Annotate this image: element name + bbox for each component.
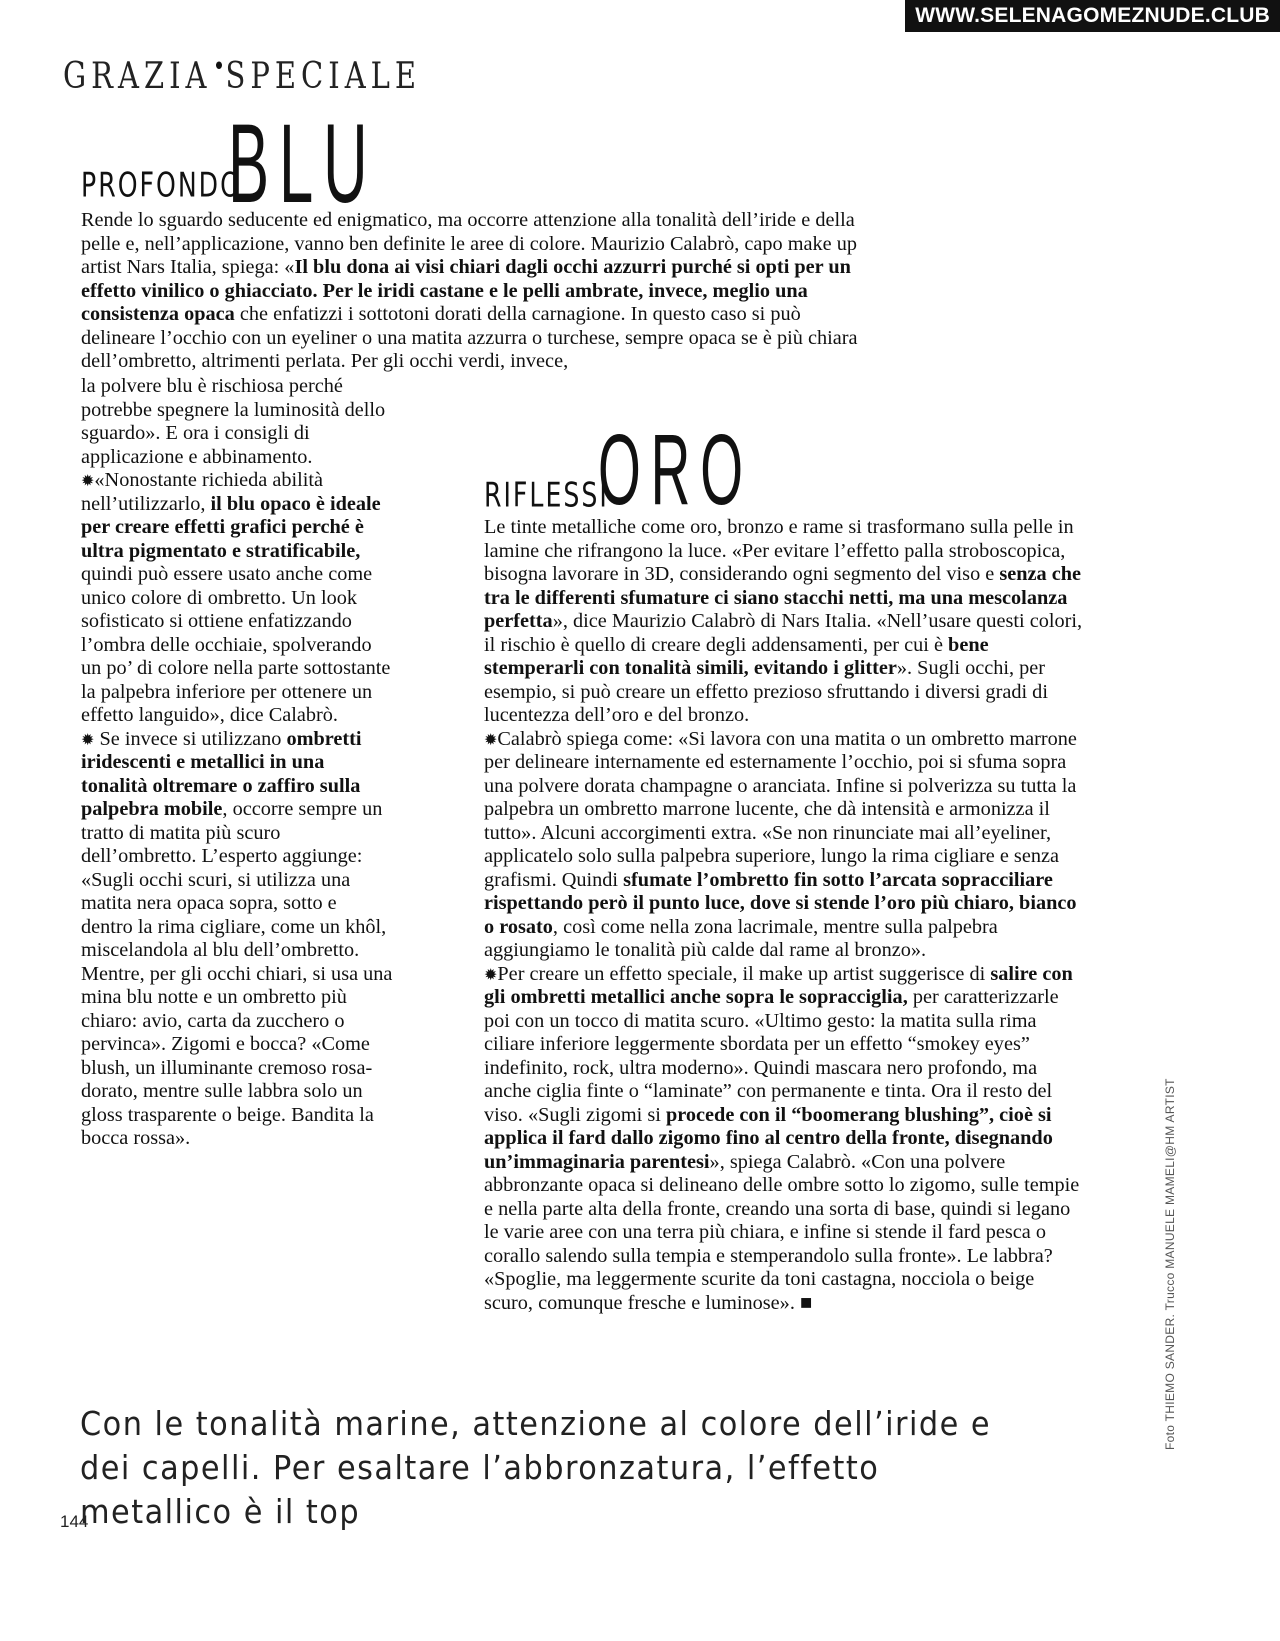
oro-p1-bold-2: bene stemperarli con tonalità simili, evitando i glitter — [484, 633, 989, 679]
blu-tip-1-bold: il blu opaco è ideale per creare effetti grafici perché è ultra pigmentato e stratificabile, — [81, 492, 381, 562]
bullet-dot-icon — [216, 62, 222, 70]
oro-p3-bold: salire con gli ombretti metallici anche sopra le sopracciglia, — [484, 962, 1073, 1008]
blu-tip-2-bold: ombretti iridescenti e metallici in una tonalità oltremare o zaffiro sulla palpebra mobile — [81, 727, 362, 820]
pull-quote: Con le tonalità marine, attenzione al colore dell’iride e dei capelli. Per esaltare l’abbronzatura, l’effetto metallico è il top — [80, 1404, 992, 1531]
oro-p2-bold: sfumate l’ombretto fin sotto l’arcata sopracciliare rispettando però il punto luce, dove si stende l’oro più chiaro, bianco o rosato — [484, 868, 1077, 938]
blu-big-heading: BLU — [228, 101, 378, 226]
photo-credit: Foto THIEMO SANDER. Trucco MANUELE MAMELI@HM ARTIST — [1163, 1078, 1177, 1450]
oro-p2-tail: , così come nella zona lacrimale, mentre sulla palpebra aggiungiamo le tonalità più calde dal rame al bronzo». — [484, 915, 998, 961]
oro-big-heading: ORO — [598, 414, 753, 526]
blu-tip-2 — [81, 728, 393, 1151]
oro-paragraph-3 — [484, 963, 1084, 1316]
blu-column-lead: la polvere blu è rischiosa perché potrebbe spegnere la luminosità dello sguardo». E ora i consigli di applicazione e abbinamento. — [81, 375, 386, 468]
star-bullet-icon: ✹ — [484, 964, 498, 984]
blu-intro-text: Rende lo sguardo seducente ed enigmatico, ma occorre attenzione alla tonalità dell’iride e della pelle e, nell’applicazione, vanno ben definite le aree di colore. Maurizio Calabrò, capo make up artist Nars Italia, spiega: « — [81, 209, 857, 278]
blu-tip-1-text: «Nonostante richieda abilità nell’utilizzarlo, — [81, 469, 324, 515]
end-square-icon: ■ — [799, 1291, 813, 1314]
blu-column — [81, 375, 393, 1151]
blu-tip-2-tail: , occorre sempre un tratto di matita più scuro dell’ombretto. L’esperto aggiunge: «Sugli occhi scuri, si utilizza una matita nera opaca sopra, sotto e dentro la rima cigliare, come un khôl, miscelandola al blu dell’ombretto. Mentre, per gli occhi chiari, si usa una mina blu notte e un ombretto più chiaro: avio, carta da zucchero o pervinca». Zigomi e bocca? «Come blush, un illuminante cremoso rosa-dorato, mentre sulle labbra solo un gloss trasparente o beige. Bandita la bocca rossa». — [81, 798, 393, 1149]
blu-tip-1-tail: quindi può essere usato anche come unico colore di ombretto. Un look sofisticato si ottiene enfatizzando l’ombra delle occhiaie, spolverando un po’ di colore nella parte sottostante la palpebra inferiore per ottenere un effetto languido», dice Calabrò. — [81, 563, 391, 726]
blu-small-heading: PROFONDO — [81, 165, 242, 205]
blu-intro-paragraph — [81, 209, 861, 374]
blu-tip-1 — [81, 469, 393, 728]
blu-tip-2-text: Se invece si utilizzano — [94, 727, 287, 750]
blu-intro-tail: che enfatizzi i sottotoni dorati della carnagione. In questo caso si può delineare l’occhio con un eyeliner o una matita azzurra o turchese, sempre opaca se è più chiara dell’ombretto, altrimenti perlata. Per gli occhi verdi, invece, — [81, 303, 858, 372]
section-label — [63, 54, 421, 97]
oro-p1-mid: », dice Maurizio Calabrò di Nars Italia. «Nell’usare questi colori, il rischio è quello di creare degli addensamenti, per cui è — [484, 610, 1083, 656]
section-label-left: GRAZIA — [63, 54, 212, 97]
oro-paragraph-2 — [484, 728, 1084, 963]
oro-p1-text: Le tinte metalliche come oro, bronzo e rame si trasformano sulla pelle in lamine che rifrangono la luce. «Per evitare l’effetto palla stroboscopica, bisogna lavorare in 3D, considerando ogni segmento del viso e — [484, 516, 1074, 585]
oro-p1-bold: senza che tra le differenti sfumature ci siano stacchi netti, ma una mescolanza perfetta — [484, 563, 1082, 632]
oro-p3-mid: per caratterizzarle poi con un tocco di matita scuro. «Ultimo gesto: la matita sulla rima ciliare inferiore leggermente sbordata per un effetto “smokey eyes” indefinito, rock, ultra moderno». Quindi mascara nero profondo, ma anche ciglia finte o “laminate” con permanente e tinta. Ora il resto del viso. «Sugli zigomi si — [484, 986, 1059, 1126]
oro-paragraph-1 — [484, 516, 1084, 728]
oro-p3-text: Per creare un effetto speciale, il make up artist suggerisce di — [497, 962, 991, 985]
section-label-right: SPECIALE — [225, 54, 422, 97]
page-number: 144 — [60, 1512, 89, 1531]
oro-small-heading: RIFLESSI — [484, 475, 609, 515]
oro-p1-tail: ». Sugli occhi, per esempio, si può creare un effetto prezioso sfruttando i diversi gradi di lucentezza dell’oro e del bronzo. — [484, 657, 1048, 726]
watermark-banner: WWW.SELENAGOMEZNUDE.CLUB — [905, 0, 1280, 32]
oro-p3-bold-2: procede con il “boomerang blushing”, cioè si applica il fard dallo zigomo fino al centro della fronte, disegnando un’immaginaria parentesi — [484, 1103, 1053, 1173]
star-bullet-icon: ✹ — [81, 471, 95, 490]
oro-p2-text: Calabrò spiega come: «Si lavora con una matita o un ombretto marrone per delineare internamente ed esternamente l’occhio, poi si sfuma sopra una polvere dorata champagne o aranciata. Infine si polverizza su tutta la palpebra un ombretto marrone lucente, che dà intensità e armonizza il tutto». Alcuni accorgimenti extra. «Se non rinunciate mai all’eyeliner, applicatelo solo sulla palpebra superiore, lungo la rima cigliare e senza grafismi. Quindi — [484, 727, 1077, 891]
blu-intro-bold: Il blu dona ai visi chiari dagli occhi azzurri purché si opti per un effetto vinilico o ghiacciato. Per le iridi castane e le pelli ambrate, invece, meglio una consistenza opaca — [81, 256, 851, 325]
star-bullet-icon: ✹ — [484, 729, 498, 749]
oro-p3-tail: », spiega Calabrò. «Con una polvere abbronzante opaca si delineano delle ombre sotto lo zigomo, sulle tempie e nella parte alta della fronte, creando una sorta di base, quindi si legano le varie aree con una terra più chiara, e infine si stende il fard pesca o corallo salendo sulla tempia e stemperandolo sulla fronte». Le labbra? «Spoglie, ma leggermente scurite da toni castagna, nocciola o beige scuro, comunque fresche e luminose». — [484, 1150, 1080, 1314]
star-bullet-icon: ✹ — [81, 729, 95, 749]
oro-column — [484, 516, 1084, 1315]
